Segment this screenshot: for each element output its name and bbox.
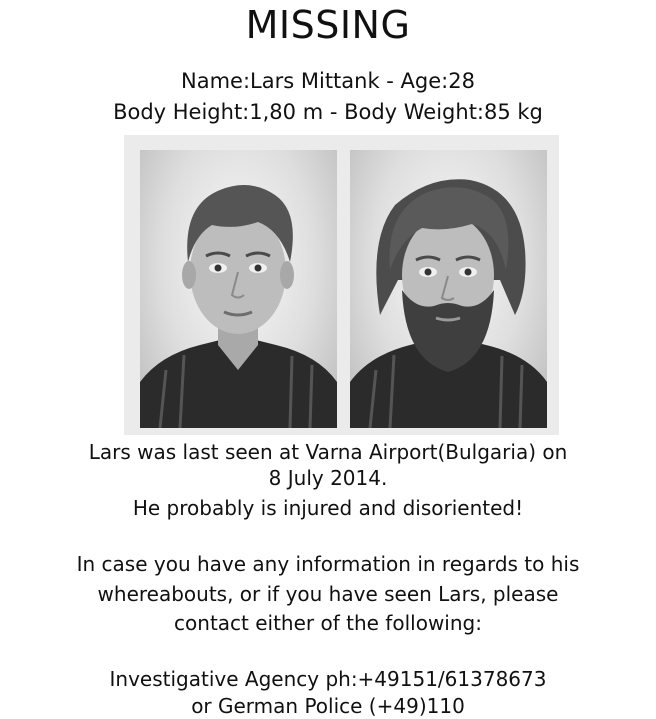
portrait-photo-clean-shaven [140,150,337,428]
name-age-line: Name:Lars Mittank - Age:28 [181,69,475,93]
poster-title: MISSING [245,3,411,47]
contact-agency: Investigative Agency ph:+49151/61378673 [109,667,547,691]
request-text-line-3: contact either of the following: [174,611,482,635]
request-text-line-1: In case you have any information in regards to his [76,552,580,576]
request-text-line-2: whereabouts, or if you have seen Lars, please [97,582,559,606]
last-seen-date: 8 July 2014. [268,466,388,490]
condition-text: He probably is injured and disoriented! [132,496,524,520]
portrait-photo-bearded [350,150,547,428]
last-seen-text: Lars was last seen at Varna Airport(Bulgaria) on [88,440,568,464]
contact-police: or German Police (+49)110 [191,694,465,718]
height-weight-line: Body Height:1,80 m - Body Weight:85 kg [113,100,543,124]
